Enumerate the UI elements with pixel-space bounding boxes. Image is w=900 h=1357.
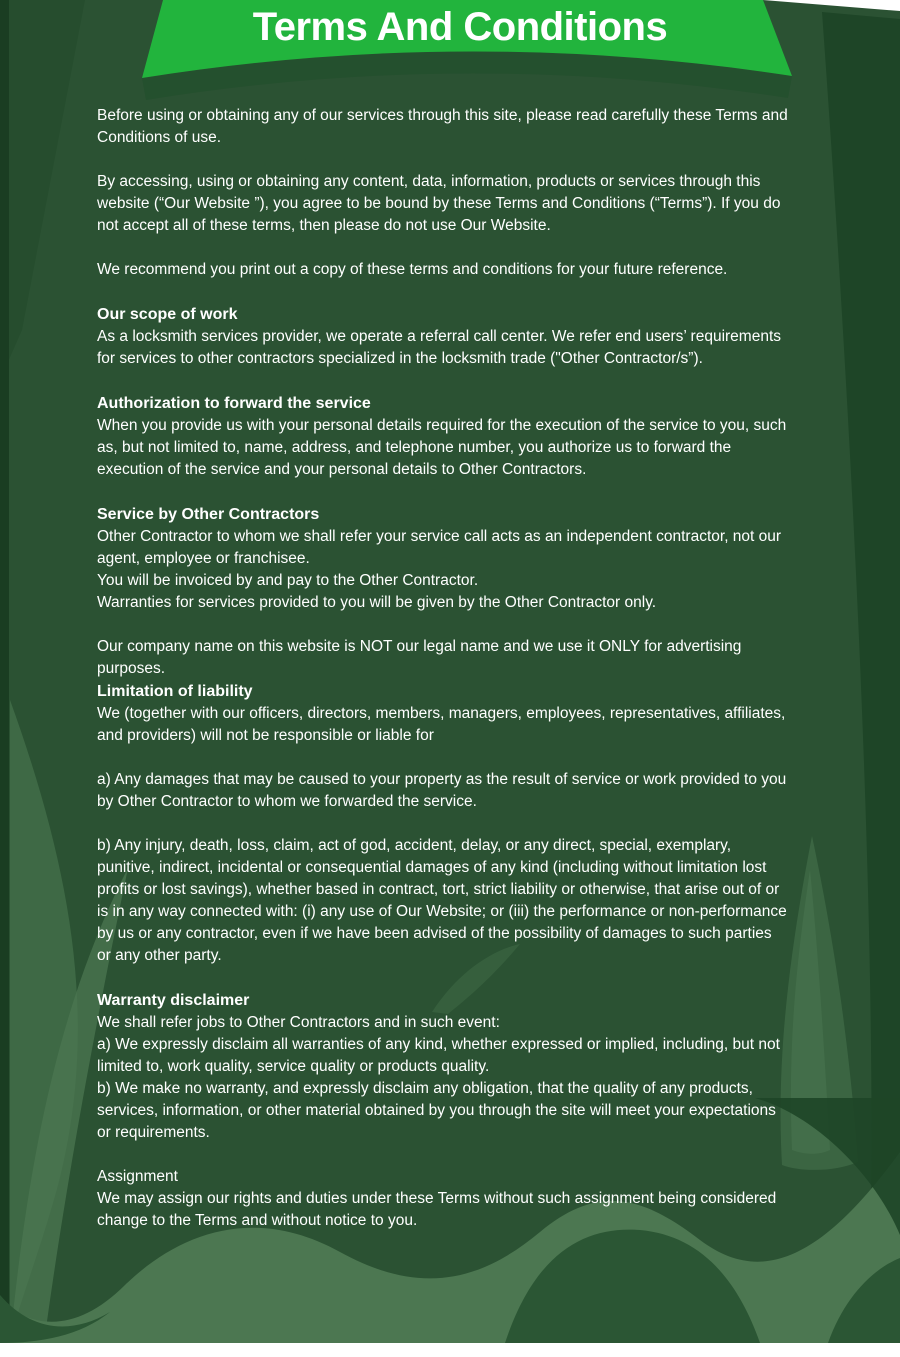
terms-paragraph: Warranties for services provided to you will be given by the Other Contractor only. [97, 594, 657, 611]
section-heading: Service by Other Contractors [97, 506, 320, 523]
page-title: Terms And Conditions [252, 5, 668, 49]
terms-content [97, 105, 789, 1254]
terms-paragraph: Our company name on this website is NOT our legal name and we use it ONLY for advertising purposes. [97, 638, 742, 677]
terms-paragraph: By accessing, using or obtaining any content, data, information, products or services through this website (“Our Website ”), you agree to be bound by these Terms and Conditions (“Terms”). If you do not accept all of these terms, then please do not use Our Website. [97, 173, 781, 234]
left-edge-strip [0, 0, 9, 1343]
terms-paragraph: Other Contractor to whom we shall refer your service call acts as an independent contractor, not our agent, employee or franchisee. [97, 528, 782, 567]
terms-paragraph: b) Any injury, death, loss, claim, act of god, accident, delay, or any direct, special, exemplary, punitive, indirect, incidental or consequential damages of any kind (including without limitation lost profits or lost savings), whether based in contract, tort, strict liability or otherwise, that arise out of or is in any way connected with: (i) any use of Our Website; or (iii) the performance or non-performance by us or any contractor, even if we have been advised of the possibility of damages to such parties or any other party. [97, 837, 787, 964]
terms-paragraph: a) We expressly disclaim all warranties of any kind, whether expressed or implied, including, but not limited to, work quality, service quality or products quality. [97, 1036, 780, 1075]
section-heading: Authorization to forward the service [97, 395, 371, 412]
terms-paragraph: We shall refer jobs to Other Contractors and in such event: [97, 1014, 500, 1031]
terms-paragraph: As a locksmith services provider, we operate a referral call center. We refer end users’ requirements for services to other contractors specialized in the locksmith trade ("Other Contractor/s”). [97, 328, 782, 367]
terms-paragraph: You will be invoiced by and pay to the Other Contractor. [97, 572, 479, 589]
section-heading: Warranty disclaimer [97, 992, 250, 1009]
terms-paragraph: b) We make no warranty, and expressly disclaim any obligation, that the quality of any products, services, information, or other material obtained by you through the site will meet your expectations or requirements. [97, 1080, 776, 1141]
terms-paragraph: We may assign our rights and duties under these Terms without such assignment being considered change to the Terms and without notice to you. [97, 1190, 777, 1229]
terms-paragraph: We recommend you print out a copy of these terms and conditions for your future reference. [97, 261, 728, 278]
section-heading: Limitation of liability [97, 683, 253, 700]
terms-paragraph: When you provide us with your personal details required for the execution of the service to you, such as, but not limited to, name, address, and telephone number, you authorize us to forward the execution of the service and your personal details to Other Contractors. [97, 417, 787, 478]
terms-paragraph: a) Any damages that may be caused to your property as the result of service or work provided to you by Other Contractor to whom we forwarded the service. [97, 771, 787, 810]
section-heading: Our scope of work [97, 306, 238, 323]
terms-paragraph: Assignment [97, 1168, 178, 1185]
terms-paragraph: Before using or obtaining any of our services through this site, please read carefully these Terms and Conditions of use. [97, 107, 788, 146]
terms-paragraph: We (together with our officers, directors, members, managers, employees, representatives, affiliates, and providers) will not be responsible or liable for [97, 705, 786, 744]
